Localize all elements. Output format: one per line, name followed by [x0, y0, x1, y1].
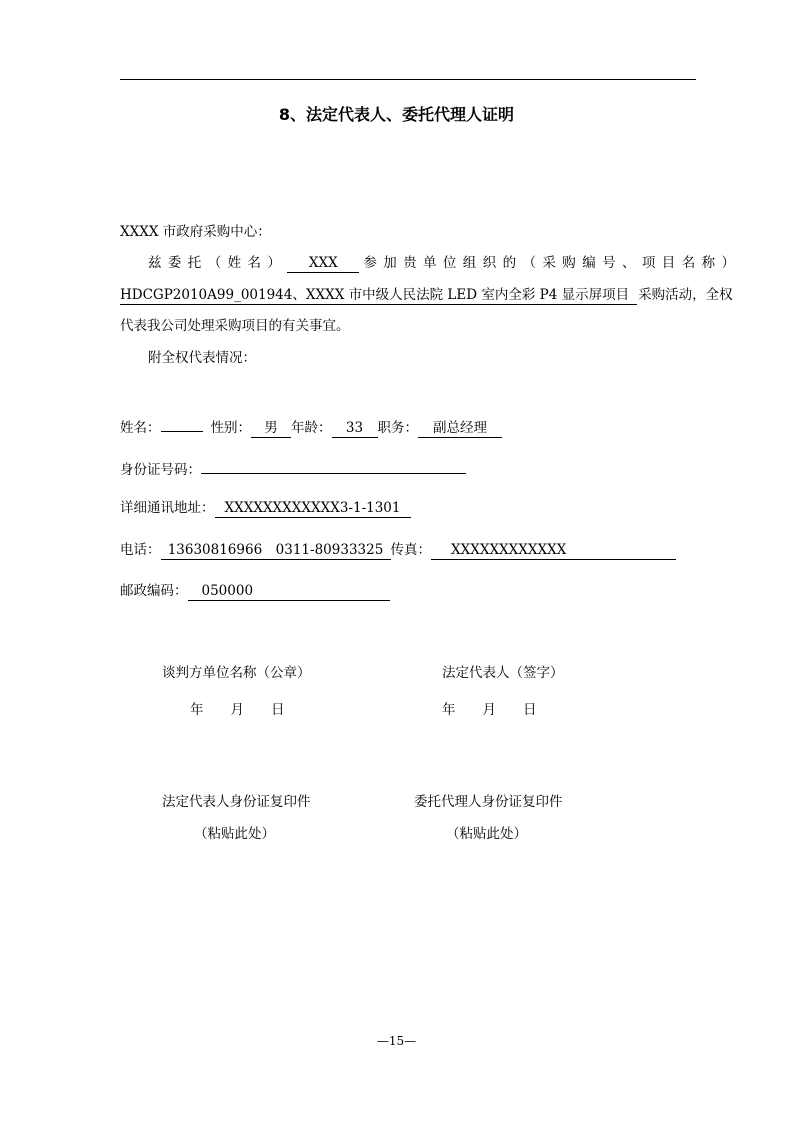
id-blank [201, 460, 466, 474]
phone-row [120, 544, 676, 560]
phone-label: 电话： [120, 542, 161, 558]
name-blank [161, 418, 203, 432]
agent-id-copy-label: 委托代理人身份证复印件 [414, 794, 563, 810]
project-line [120, 289, 733, 303]
id-label: 身份证号码： [120, 462, 201, 478]
rep-id-copy-label: 法定代表人身份证复印件 [162, 794, 311, 810]
fax-value: XXXXXXXXXXXX [431, 544, 676, 560]
position-value: 副总经理 [418, 422, 502, 438]
age-value: 33 [332, 422, 378, 438]
header-rule [120, 79, 696, 80]
postcode-row [120, 585, 390, 601]
gender-value: 男 [251, 422, 291, 438]
address-label: 详细通讯地址： [120, 500, 215, 516]
project-name: HDCGP2010A99_001944、XXXX 市中级人民法院 LED 室内全彩 P4 显示屏项目 [120, 287, 637, 305]
postcode-value: 050000 [188, 585, 390, 601]
agent-name: XXX [287, 257, 359, 273]
gender-label: 性别： [210, 420, 251, 436]
address-value: XXXXXXXXXXXX3-1-1301 [215, 502, 411, 518]
attach-label: 附全权代表情况： [148, 350, 256, 366]
paste-here-left: （粘贴此处） [194, 826, 275, 842]
personal-info-row [120, 418, 502, 438]
paste-here-right: （粘贴此处） [446, 826, 527, 842]
rep-sign-label: 法定代表人（签字） [442, 665, 564, 681]
entrust-prefix: 兹委托（姓名） [148, 255, 288, 271]
party-seal-label: 谈判方单位名称（公章） [162, 665, 311, 681]
postcode-label: 邮政编码： [120, 583, 188, 599]
authority-line: 代表我公司处理采购项目的有关事宜。 [120, 318, 350, 334]
date-left: 年 月 日 [190, 702, 285, 718]
project-suffix: 采购活动，全权 [638, 287, 733, 303]
age-label: 年龄： [291, 420, 332, 436]
page-number: —15— [376, 1034, 417, 1048]
phone-value: 13630816966 0311-80933325 [161, 544, 391, 560]
address-row [120, 502, 411, 518]
entrust-line [148, 257, 741, 273]
id-row [120, 460, 466, 478]
name-label: 姓名： [120, 420, 161, 436]
date-right: 年 月 日 [442, 702, 537, 718]
page-title: 8、法定代表人、委托代理人证明 [278, 105, 515, 124]
entrust-suffix: 参加贵单位组织的（采购编号、项目名称） [363, 255, 742, 271]
position-label: 职务： [377, 420, 418, 436]
fax-label: 传真： [390, 542, 431, 558]
addressee: XXXX 市政府采购中心： [120, 224, 271, 240]
